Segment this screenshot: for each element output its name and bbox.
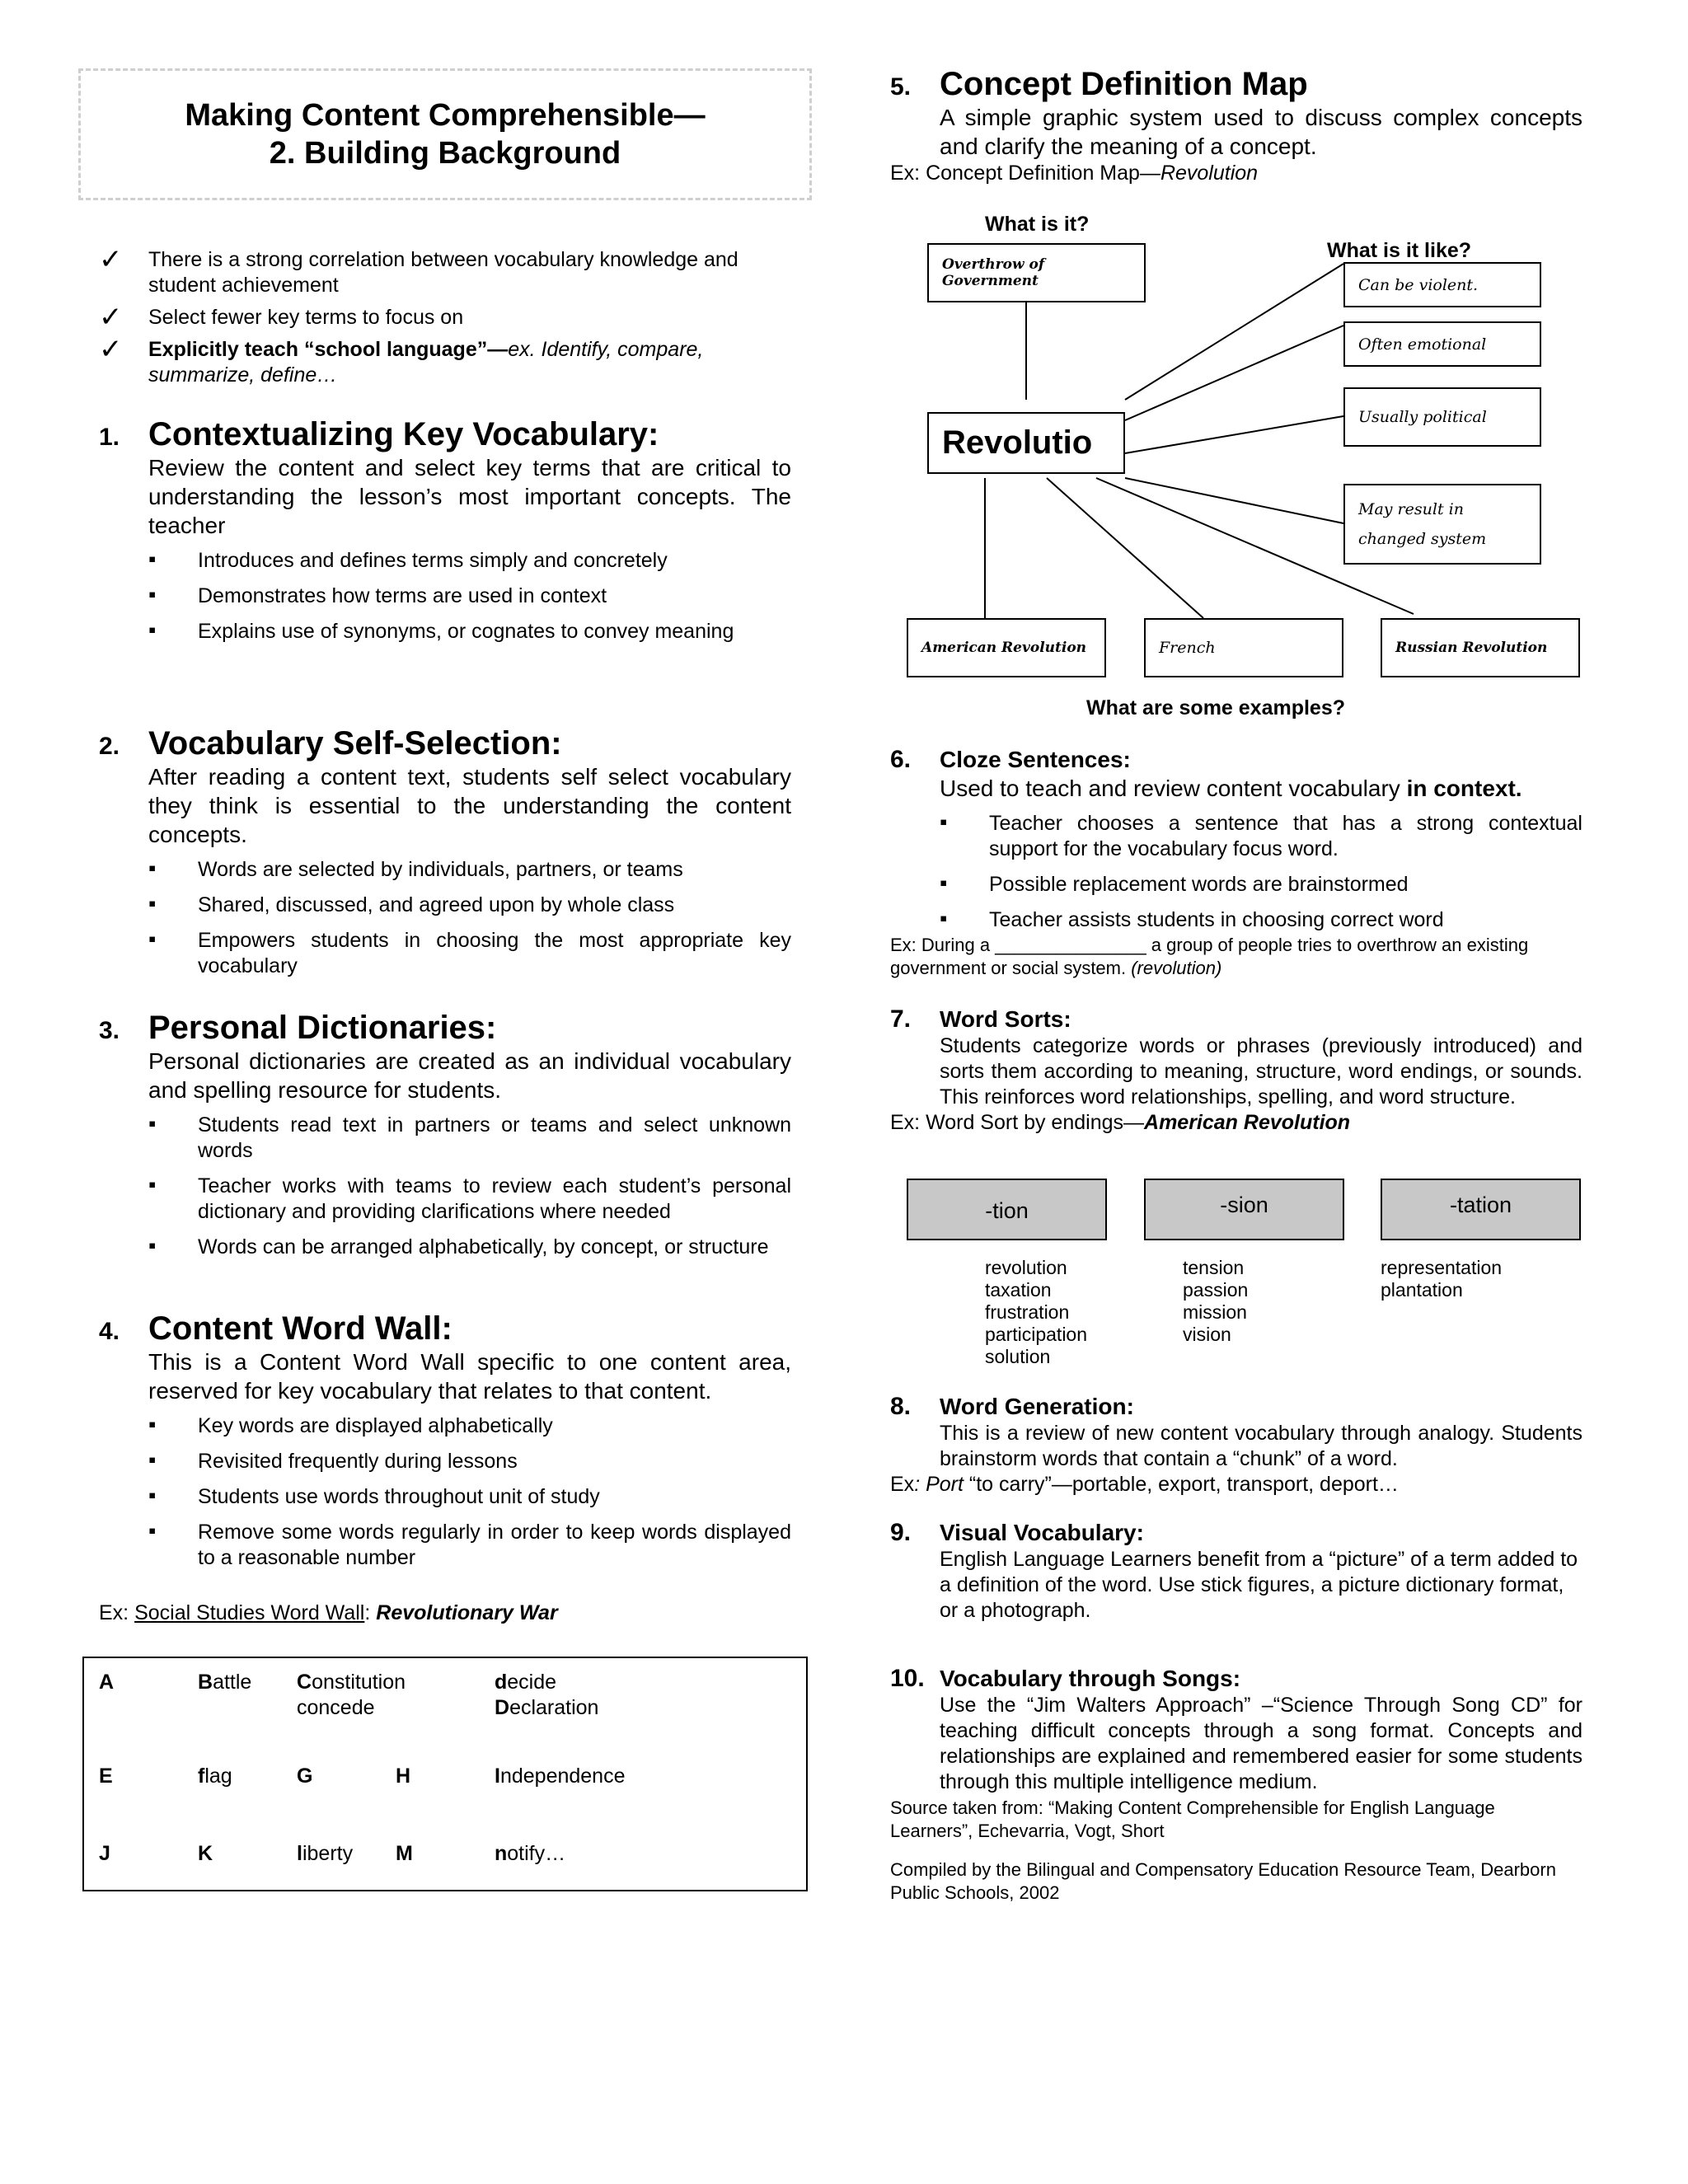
check-bold: Explicitly teach “school language”— (148, 338, 509, 361)
center-concept-box: Revolutio (927, 412, 1125, 474)
list-item: ▪ Empowers students in choosing the most appropriate key vocabulary (148, 928, 791, 979)
section-body: Used to teach and review content vocabulary in context. (940, 776, 1522, 801)
connector-line (1125, 326, 1343, 420)
section-body: Personal dictionaries are created as an individual vocabulary and spelling resource for students. (148, 1048, 791, 1103)
section-body: Use the “Jim Walters Approach” –“Science Through Song CD” for teaching difficult concepts through a song format. Concepts and relationships are explained and remembered easier for some students through this multiple intelligence medium. (940, 1694, 1582, 1793)
section-word-sorts (890, 1005, 1582, 1136)
section-contextualizing (99, 416, 791, 654)
section-number: 5. (890, 73, 912, 101)
ww-cell: decide Declaration (495, 1671, 599, 1719)
page-title-line1: Making Content Comprehensible— (185, 98, 706, 133)
ww-cell: Independence (495, 1765, 626, 1788)
section-title: Contextualizing Key Vocabulary: (148, 416, 659, 452)
ww-cell: J (99, 1842, 110, 1865)
section-visual-vocabulary (890, 1519, 1582, 1624)
section-cloze (890, 746, 1582, 943)
examples-label: What are some examples? (1086, 696, 1346, 719)
bullet-list (148, 548, 791, 644)
section-body: This is a review of new content vocabulary through analogy. Students brainstorm words that contain a “chunk” of a word. (940, 1422, 1582, 1470)
ww-cell: E (99, 1765, 113, 1788)
section-title: Word Sorts: (940, 1006, 1071, 1032)
source-note: Source taken from: “Making Content Comprehensible for English Language Learners”, Echevarria, Vogt, Short (890, 1797, 1495, 1841)
section-body: Students categorize words or phrases (previously introduced) and sorts them according to meaning, structure, word endings, or sounds. This reinforces word relationships, spelling, and word structure. (940, 1034, 1582, 1108)
bullet-list (148, 1113, 791, 1260)
sort-list-sion (1183, 1257, 1248, 1346)
property-box: Often emotional (1343, 321, 1541, 367)
word-wall-table (82, 1657, 808, 1891)
list-item: representation (1381, 1257, 1503, 1278)
check-text: Select fewer key terms to focus on (148, 306, 464, 329)
cloze-example: Ex: During a _______________ a group of people tries to overthrow an existing government or social system. (revolution) (890, 935, 1529, 978)
section-title: Cloze Sentences: (940, 747, 1131, 772)
word-sort-example-label: Ex: Word Sort by endings—American Revolution (890, 1111, 1351, 1134)
list-item: ▪ Students read text in partners or teams and select unknown words (148, 1113, 791, 1164)
definition-box: Overthrow of Government (927, 243, 1146, 302)
list-item: ▪ Words can be arranged alphabetically, by concept, or structure (148, 1235, 791, 1260)
checkmark-icon: ✓ (99, 244, 123, 275)
ww-cell: K (198, 1842, 213, 1865)
section-body: English Language Learners benefit from a “picture” of a term added to a definition of the word. Use stick figures, a picture dictionary format, or a photograph. (940, 1548, 1578, 1622)
sort-header-tation: -tation (1381, 1179, 1581, 1240)
property-box: May result in changed system (1343, 484, 1541, 565)
word-generation-example: Ex: Port “to carry”—portable, export, transport, deport… (890, 1473, 1399, 1496)
list-item: mission (1183, 1301, 1247, 1323)
section-title: Word Generation: (940, 1394, 1134, 1419)
ww-cell: liberty (297, 1842, 354, 1865)
list-item: ▪ Teacher works with teams to review each student’s personal dictionary and providing clarifications where needed (148, 1174, 791, 1225)
ww-cell: notify… (495, 1842, 566, 1865)
list-item: participation (985, 1324, 1088, 1345)
section-body: A simple graphic system used to discuss complex concepts and clarify the meaning of a concept. (940, 105, 1582, 159)
section-number: 10. (890, 1665, 925, 1692)
bullet-list (940, 811, 1582, 933)
connector-line (1047, 478, 1203, 618)
check-italic: ex. Identify, compare, summarize, define… (148, 338, 704, 387)
section-title: Concept Definition Map (940, 66, 1308, 102)
checklist (99, 244, 808, 395)
list-item: ▪ Shared, discussed, and agreed upon by whole class (148, 893, 791, 918)
section-number: 4. (99, 1318, 120, 1345)
section-title: Personal Dictionaries: (148, 1010, 497, 1046)
list-item: ▪ Teacher assists students in choosing correct word (940, 907, 1582, 933)
section-self-selection (99, 725, 791, 989)
check-text (148, 337, 808, 388)
section-number: 3. (99, 1017, 120, 1044)
example-box: Russian Revolution (1381, 618, 1580, 677)
list-item: passion (1183, 1279, 1249, 1301)
checkmark-icon: ✓ (99, 302, 123, 333)
list-item: ▪ Remove some words regularly in order to keep words displayed to a reasonable number (148, 1520, 791, 1571)
example-underlined: Social Studies Word Wall (134, 1601, 365, 1624)
ww-cell: Battle (198, 1671, 252, 1694)
list-item: ▪ Possible replacement words are brainstormed (940, 872, 1582, 898)
section-number: 2. (99, 733, 120, 760)
list-item: revolution (985, 1257, 1067, 1278)
section-body: After reading a content text, students self select vocabulary they think is essential to the understanding the content concepts. (148, 764, 791, 847)
connector-line (1125, 416, 1343, 453)
sort-list-tion (985, 1257, 1087, 1368)
section-number: 7. (890, 1005, 912, 1033)
section-title: Visual Vocabulary: (940, 1520, 1144, 1545)
list-item: solution (985, 1346, 1051, 1367)
section-songs (890, 1665, 1582, 1795)
list-item: frustration (985, 1301, 1070, 1323)
sort-list-tation (1381, 1257, 1502, 1301)
word-wall-example-label (99, 1601, 558, 1626)
ww-cell: G (297, 1765, 313, 1788)
section-number: 6. (890, 746, 912, 773)
example-box: French (1144, 618, 1343, 677)
property-box: Can be violent. (1343, 262, 1541, 307)
list-item: ▪ Revisited frequently during lessons (148, 1449, 791, 1474)
list-item: ▪ Teacher chooses a sentence that has a strong contextual support for the vocabulary focus word. (940, 811, 1582, 862)
connector-line (1125, 264, 1343, 400)
example-prefix: Ex: (99, 1601, 135, 1624)
section-body: This is a Content Word Wall specific to one content area, reserved for key vocabulary that relates to that content. (148, 1349, 791, 1404)
check-item (99, 334, 808, 388)
what-is-it-like-label: What is it like? (1327, 239, 1472, 262)
list-item: taxation (985, 1279, 1052, 1301)
section-title: Vocabulary through Songs: (940, 1666, 1241, 1691)
bullet-list (148, 857, 791, 979)
list-item: ▪ Demonstrates how terms are used in context (148, 583, 791, 609)
section-concept-map (890, 66, 1582, 186)
check-item (99, 302, 808, 333)
section-title: Vocabulary Self-Selection: (148, 725, 562, 762)
section-number: 1. (99, 424, 120, 451)
ww-cell: A (99, 1671, 115, 1694)
concept-map-example-label: Ex: Concept Definition Map—Revolution (890, 162, 1259, 185)
sort-header-sion: -sion (1144, 1179, 1344, 1240)
ww-cell: flag (198, 1765, 232, 1788)
list-item: ▪ Words are selected by individuals, partners, or teams (148, 857, 791, 883)
ww-cell: H (396, 1765, 411, 1788)
section-body: Review the content and select key terms that are critical to understanding the lesson’s most important concepts. The teacher (148, 455, 791, 538)
section-word-generation (890, 1393, 1582, 1497)
section-word-wall (99, 1310, 791, 1581)
checkmark-icon: ✓ (99, 334, 123, 365)
ww-cell: M (396, 1842, 413, 1865)
what-is-it-label: What is it? (985, 213, 1090, 236)
list-item: ▪ Students use words throughout unit of study (148, 1484, 791, 1510)
example-title: Revolutionary War (376, 1601, 558, 1624)
check-item (99, 244, 808, 298)
section-personal-dictionaries (99, 1010, 791, 1270)
sort-header-tion: -tion (907, 1179, 1107, 1240)
example-colon: : (364, 1601, 377, 1624)
connector-line (1125, 478, 1343, 523)
section-number: 9. (890, 1519, 912, 1546)
example-box: American Revolution (907, 618, 1106, 677)
property-box: Usually political (1343, 387, 1541, 447)
section-title: Content Word Wall: (148, 1310, 452, 1347)
list-item: ▪ Introduces and defines terms simply and concretely (148, 548, 791, 574)
page-title-line2: 2. Building Background (269, 136, 621, 171)
list-item: vision (1183, 1324, 1231, 1345)
title-box (78, 68, 812, 200)
compiled-note: Compiled by the Bilingual and Compensatory Education Resource Team, Dearborn Public Schools, 2002 (890, 1859, 1556, 1903)
list-item: ▪ Explains use of synonyms, or cognates to convey meaning (148, 619, 791, 644)
section-number: 8. (890, 1393, 912, 1420)
list-item: plantation (1381, 1279, 1463, 1301)
check-text: There is a strong correlation between vocabulary knowledge and student achievement (148, 248, 738, 297)
ww-cell: Constitution concede (297, 1671, 406, 1719)
bullet-list (148, 1413, 791, 1571)
list-item: tension (1183, 1257, 1245, 1278)
list-item: ▪ Key words are displayed alphabetically (148, 1413, 791, 1439)
